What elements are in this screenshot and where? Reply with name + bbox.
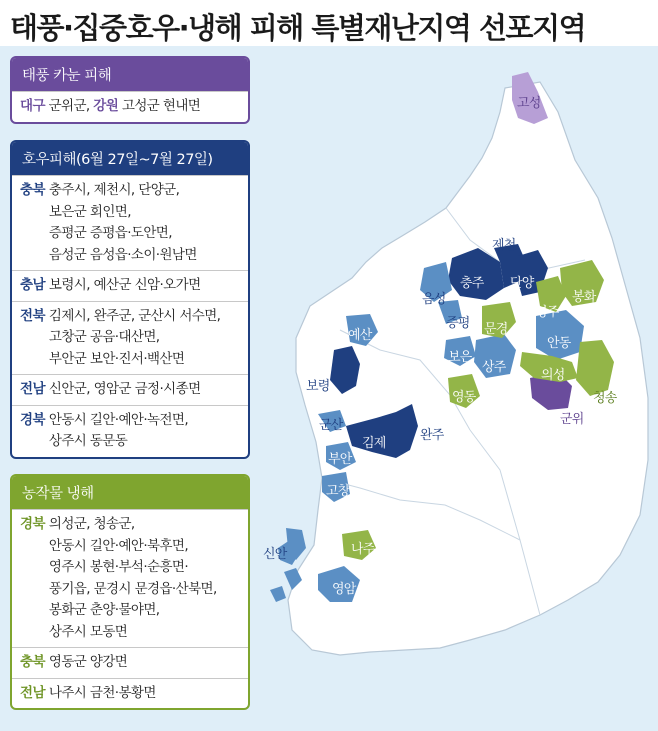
map-label-uiseong: 의성 bbox=[541, 368, 565, 383]
map-label-goseong: 고성 bbox=[517, 96, 541, 111]
frost-line: 풍기읍, 문경시 문경읍·산북면, bbox=[48, 580, 217, 597]
map-label-chungju: 충주 bbox=[460, 276, 484, 291]
frost-section bbox=[12, 509, 248, 647]
rain-line: 고창군 공음·대산면, bbox=[48, 329, 160, 345]
map-label-wanju: 완주 bbox=[420, 428, 444, 443]
map-label-gimje: 김제 bbox=[362, 436, 386, 451]
map-label-jeungpyeong: 증평 bbox=[446, 316, 470, 331]
map-label-gunsan: 군산 bbox=[319, 418, 343, 433]
typhoon-province-daegu: 대구 bbox=[20, 98, 45, 114]
frost-section bbox=[12, 678, 248, 709]
rain-section bbox=[12, 405, 248, 457]
frost-line: 안동시 길안·예안·북후면, bbox=[48, 537, 189, 554]
typhoon-header: 태풍 카눈 피해 bbox=[12, 58, 248, 91]
map-label-andong: 안동 bbox=[547, 336, 571, 351]
map-label-gunwi: 군위 bbox=[560, 412, 584, 427]
map-label-cheongsong: 청송 bbox=[593, 391, 617, 406]
rain-line: 김제시, 완주군, 군산시 서수면, bbox=[48, 307, 221, 324]
typhoon-text-2: 고성군 현내면 bbox=[118, 98, 201, 114]
map-label-yeongju: 영주 bbox=[535, 305, 559, 320]
map-label-yeongdong: 영동 bbox=[452, 390, 476, 405]
map-label-buan: 부안 bbox=[328, 452, 352, 467]
frost-line: 영동군 양강면 bbox=[48, 654, 128, 670]
map-label-boeun: 보은 bbox=[448, 350, 472, 365]
frost-line: 의성군, 청송군, bbox=[48, 516, 135, 532]
map-label-sinan: 신안 bbox=[263, 547, 287, 562]
rain-section bbox=[12, 270, 248, 301]
rain-section bbox=[12, 175, 248, 270]
frost-header: 농작물 냉해 bbox=[12, 476, 248, 509]
rain-province: 경북 bbox=[20, 411, 45, 428]
map-label-danyang: 단양 bbox=[510, 276, 534, 291]
rain-province: 전북 bbox=[20, 307, 45, 324]
frost-province: 충북 bbox=[20, 654, 45, 670]
rain-section bbox=[12, 374, 248, 405]
typhoon-text-1: 군위군, bbox=[44, 98, 94, 114]
rain-province: 전남 bbox=[20, 381, 45, 397]
rain-header: 호우피해(6월 27일~7월 27일) bbox=[12, 142, 248, 175]
map-label-boryeong: 보령 bbox=[306, 379, 330, 394]
rain-line: 충주시, 제천시, 단양군, bbox=[48, 182, 180, 198]
rain-line: 상주시 동문동 bbox=[48, 433, 128, 449]
rain-line: 신안군, 영암군 금정·시종면 bbox=[48, 381, 201, 397]
map-label-naju: 나주 bbox=[351, 542, 375, 557]
rain-panel bbox=[10, 140, 250, 459]
rain-province: 충북 bbox=[20, 182, 45, 198]
frost-line: 상주시 모동면 bbox=[48, 623, 128, 640]
rain-line: 음성군 음성읍·소이·원남면 bbox=[48, 246, 197, 263]
frost-line: 나주시 금천·봉황면 bbox=[48, 684, 156, 701]
page-title: 태풍·집중호우·냉해 피해 특별재난지역 선포지역 bbox=[10, 11, 586, 45]
rain-section bbox=[12, 301, 248, 375]
island bbox=[270, 586, 286, 602]
typhoon-body bbox=[12, 91, 248, 122]
frost-line: 영주시 봉현·부석·순흥면· bbox=[48, 559, 189, 575]
map-label-eumseong: 음성 bbox=[422, 292, 446, 307]
map-label-bonghwa: 봉화 bbox=[572, 290, 596, 305]
rain-line: 보령시, 예산군 신암·오가면 bbox=[48, 277, 201, 293]
map-label-sangju: 상주 bbox=[482, 360, 506, 375]
map-label-gochang: 고창 bbox=[326, 484, 350, 499]
rain-line: 증평군 증평읍·도안면, bbox=[48, 225, 172, 241]
frost-section bbox=[12, 647, 248, 678]
rain-line: 부안군 보안·진서·백산면 bbox=[48, 350, 185, 367]
map-label-yeongam: 영암 bbox=[332, 582, 356, 597]
frost-province: 경북 bbox=[20, 516, 45, 532]
rain-province: 충남 bbox=[20, 277, 45, 293]
rain-line: 안동시 길안·예안·녹전면, bbox=[48, 411, 189, 428]
map-label-yesan: 예산 bbox=[348, 328, 372, 343]
map-label-jecheon: 제천 bbox=[492, 238, 516, 253]
frost-panel bbox=[10, 474, 250, 710]
frost-province: 전남 bbox=[20, 684, 45, 701]
map-label-mungyeong: 문경 bbox=[484, 322, 508, 337]
rain-line: 보은군 회인면, bbox=[48, 203, 131, 220]
frost-line: 봉화군 춘양·물야면, bbox=[48, 602, 160, 618]
typhoon-province-gangwon: 강원 bbox=[93, 98, 119, 114]
typhoon-panel bbox=[10, 56, 250, 124]
